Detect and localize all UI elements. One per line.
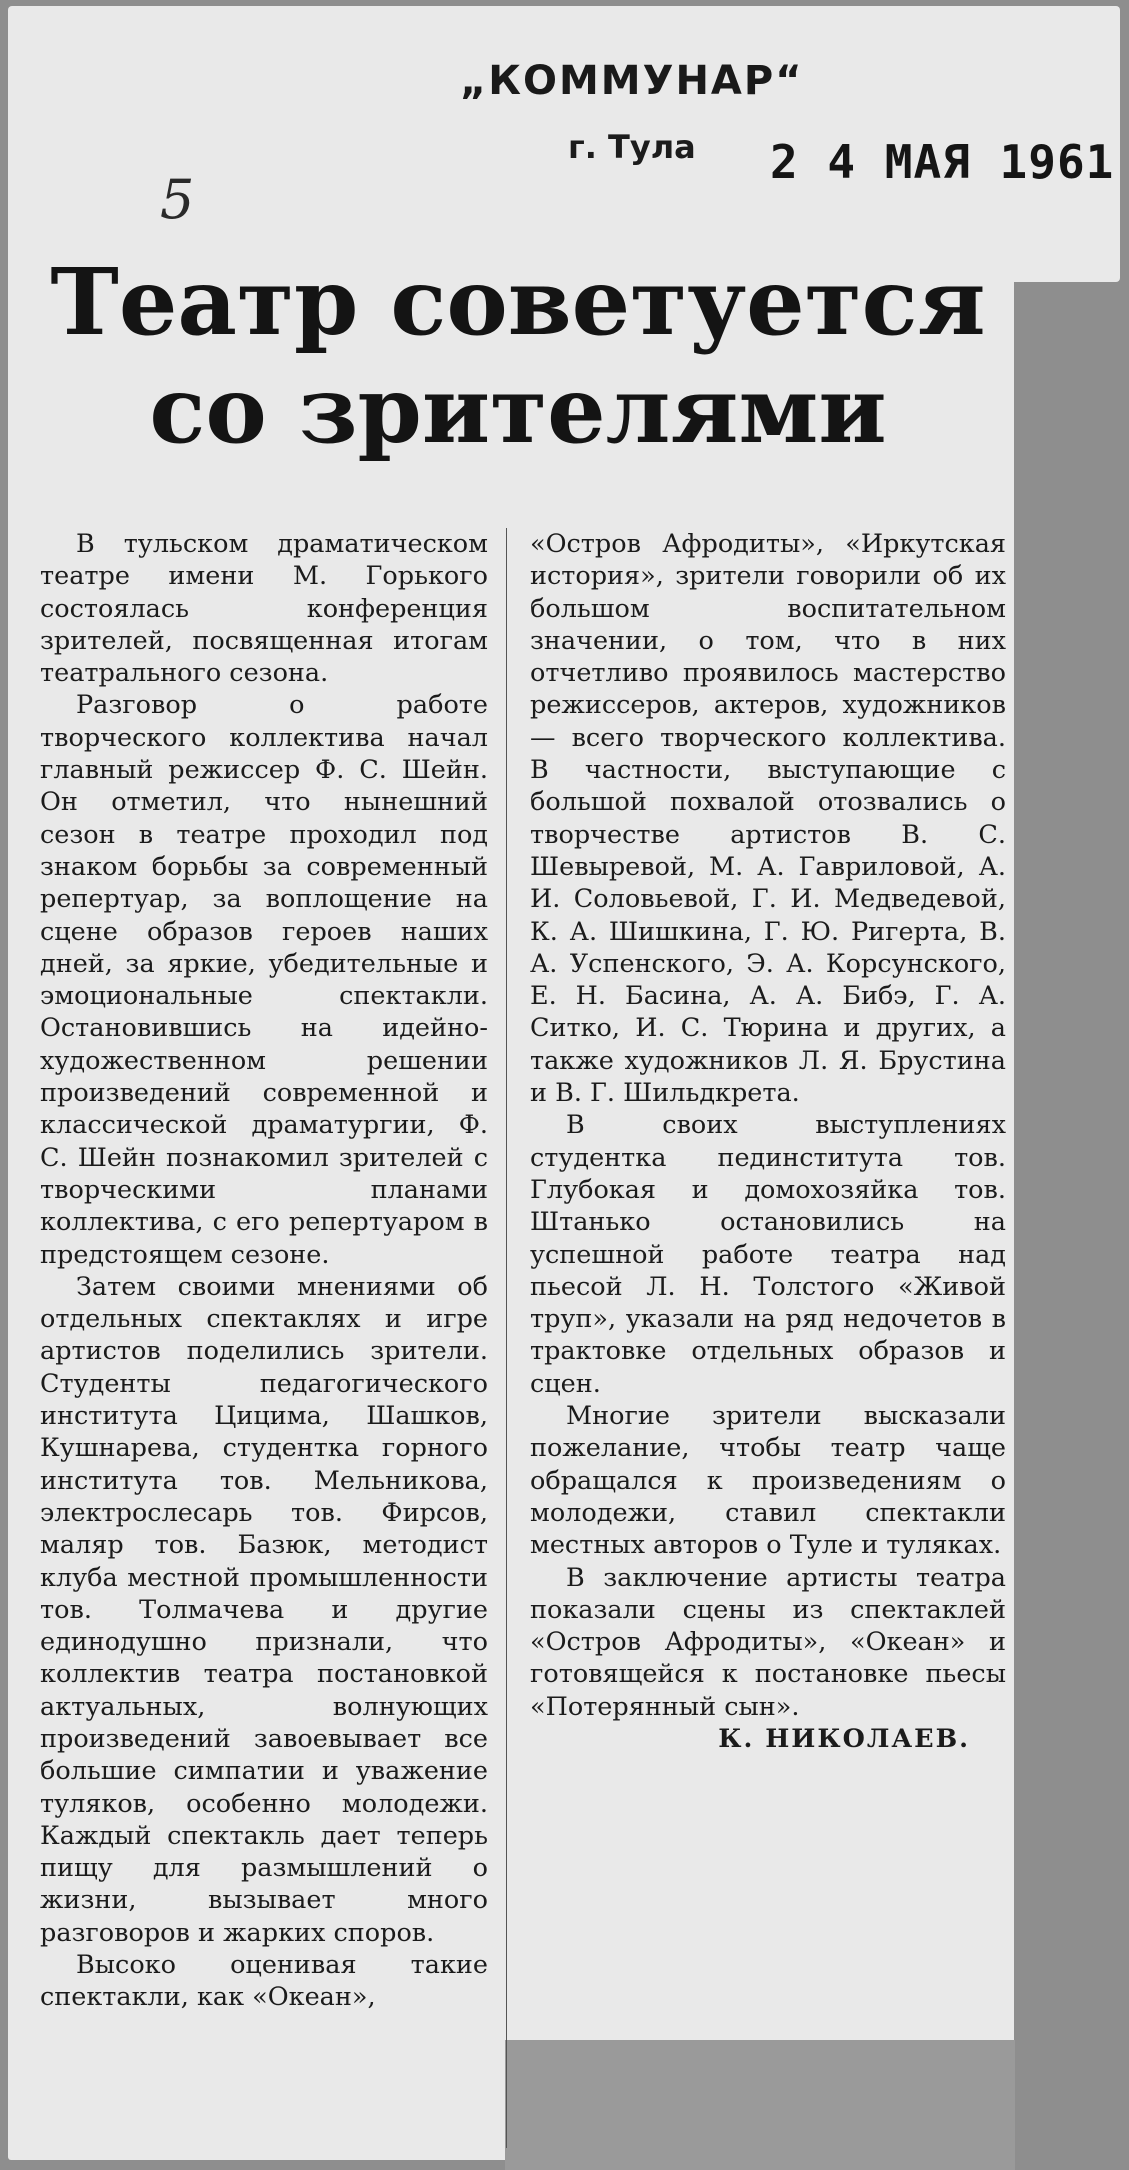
date-stamp: 2 4 МАЯ 1961 <box>770 135 1115 189</box>
right-paragraph-4: В заключение артисты театра показали сцены из спектаклей «Остров Афродиты», «Океан» и готовящейся к постановке пьесы «Потерянный сын». <box>530 1562 1006 1722</box>
torn-corner <box>505 2040 1015 2170</box>
headline-line-2: со зрителями <box>149 356 887 464</box>
right-paragraph-2: В своих выступлениях студентка пединститута тов. Глубокая и домохозяйка тов. Штанько остановились на успешной работе театра над пьесой Л. Н. Толстого «Живой труп», указали на ряд недочетов в трактовке отдельных образов и сцен. <box>530 1110 1006 1399</box>
handwritten-page-number: 5 <box>160 168 195 231</box>
headline-line-1: Театр советуется <box>50 248 986 356</box>
article-column-right <box>530 528 1006 1755</box>
article-column-left <box>40 528 488 2014</box>
left-paragraph-1: В тульском драматическом театре имени М. Горького состоялась конференция зрителей, посвященная итогам театрального сезона. <box>40 529 488 689</box>
article-headline <box>38 248 998 464</box>
left-paragraph-4: Высоко оценивая такие спектакли, как «Океан», <box>40 1950 488 2013</box>
column-divider <box>506 528 507 2148</box>
author-signature: К. НИКОЛАЕВ. <box>718 1723 970 1754</box>
right-paragraph-1: «Остров Афродиты», «Иркутская история», зрители говорили об их большом воспитательном значении, о том, что в них отчетливо проявилось мастерство режиссеров, актеров, художников — всего творческого коллектива. В частности, выступающие с большой похвалой отозвались о творчестве артистов В. С. Шевыревой, М. А. Гавриловой, А. И. Соловьевой, Г. И. Медведевой, К. А. Шишкина, Г. Ю. Ригерта, В. А. Успенского, Э. А. Корсунского, Е. Н. Басина, А. А. Бибэ, Г. А. Ситко, И. С. Тюрина и других, а также художников Л. Я. Брустина и В. Г. Шильдкрета. <box>530 529 1006 1109</box>
right-paragraph-3: Многие зрители высказали пожелание, чтобы театр чаще обращался к произведениям о молодежи, ставил спектакли местных авторов о Туле и туляках. <box>530 1401 1006 1561</box>
newspaper-city: г. Тула <box>568 128 696 166</box>
newspaper-title: „КОММУНАР“ <box>460 58 804 104</box>
left-paragraph-3: Затем своими мнениями об отдельных спектаклях и игре артистов поделились зрители. Студенты педагогического института Цицима, Шашков, Кушнарева, студентка горного института тов. Мельникова, электрослесарь тов. Фирсов, маляр тов. Базюк, методист клуба местной промышленности тов. Толмачева и другие единодушно признали, что коллектив театра постановкой актуальных, волнующих произведений завоевывает все большие симпатии и уважение туляков, особенно молодежи. Каждый спектакль дает теперь пищу для размышлений о жизни, вызывает много разговоров и жарких споров. <box>40 1271 488 1948</box>
left-paragraph-2: Разговор о работе творческого коллектива начал главный режиссер Ф. С. Шейн. Он отметил, что нынешний сезон в театре проходил под знаком борьбы за современный репертуар, за воплощение на сцене образов героев наших дней, за яркие, убедительные и эмоциональные спектакли. Остановившись на идейно-художественном решении произведений современной и классической драматургии, Ф. С. Шейн познакомил зрителей с творческими планами коллектива, с его репертуаром в предстоящем сезоне. <box>40 690 488 1270</box>
